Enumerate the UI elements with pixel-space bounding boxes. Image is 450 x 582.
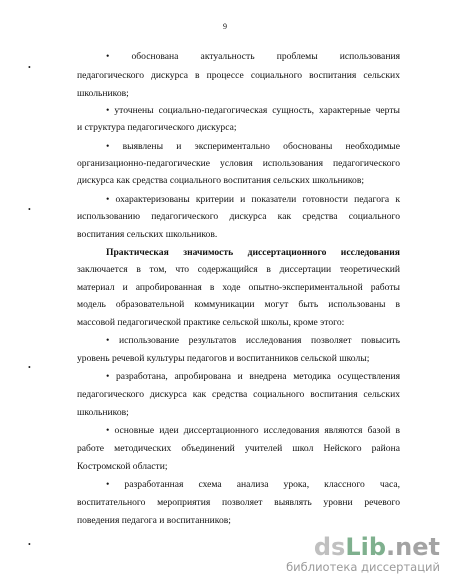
text-line: • основные идеи диссертационного исследования являются базой в: [106, 425, 400, 436]
margin-mark: •: [28, 363, 31, 372]
text-line: материал и апробированная в ходе опытно-экспериментальной работы: [77, 282, 400, 293]
text-line: модель образовательной коммуникации могут быть использованы в: [77, 299, 400, 310]
text-line: школьников;: [77, 407, 129, 418]
text-line: • охарактеризованы критерии и показатели готовности педагога к: [106, 194, 400, 205]
watermark: [286, 534, 440, 574]
text-line: • обоснована актуальность проблемы использования: [106, 51, 400, 62]
text-line: • уточнены социально-педагогическая сущность, характерные черты: [106, 105, 400, 116]
text-line: • разработана, апробирована и внедрена методика осуществления: [106, 371, 400, 382]
watermark-caption: библиотека диссертаций: [286, 560, 440, 574]
text-line: • выявлены и экспериментально обоснованы необходимые: [106, 141, 400, 152]
text-line: и структура педагогического дискурса;: [77, 122, 237, 133]
margin-mark: •: [28, 205, 31, 214]
text-line: поведения педагога и воспитанников;: [77, 515, 231, 526]
text-line: педагогического дискурса как средства социального воспитания сельских: [77, 389, 400, 400]
text-line: массовой педагогической практике сельской школы, кроме этого:: [77, 317, 345, 328]
text-line: воспитательного мероприятия позволяет выявлять уровни речевого: [77, 497, 400, 508]
text-line: педагогического дискурса в процессе социального воспитания сельских: [77, 70, 400, 81]
margin-mark: •: [28, 63, 31, 72]
text-line: Костромской области;: [77, 461, 168, 472]
text-line: уровень речевой культуры педагогов и воспитанников сельской школы;: [77, 353, 370, 364]
text-line: организационно-педагогические условия использования педагогического: [77, 158, 400, 169]
text-line: • использование результатов исследования позволяет повысить: [106, 335, 400, 346]
text-line: дискурса как средства социального воспитания сельских школьников;: [77, 175, 365, 186]
text-line: заключается в том, что содержащийся в диссертации теоретический: [77, 264, 400, 275]
watermark-logo: dsLib.net: [313, 533, 440, 561]
page-number: 9: [223, 22, 227, 31]
text-line: работе методических объединений учителей школ Нейского района: [77, 443, 400, 454]
text-line: воспитания сельских школьников.: [77, 229, 218, 240]
text-line: Практическая значимость диссертационного исследования: [106, 247, 400, 258]
text-line: школьников;: [77, 88, 129, 99]
text-line: использованию педагогического дискурса как средства социального: [77, 211, 400, 222]
text-line: • разработанная схема анализа урока, классного часа,: [106, 479, 400, 490]
margin-mark: •: [28, 540, 31, 549]
